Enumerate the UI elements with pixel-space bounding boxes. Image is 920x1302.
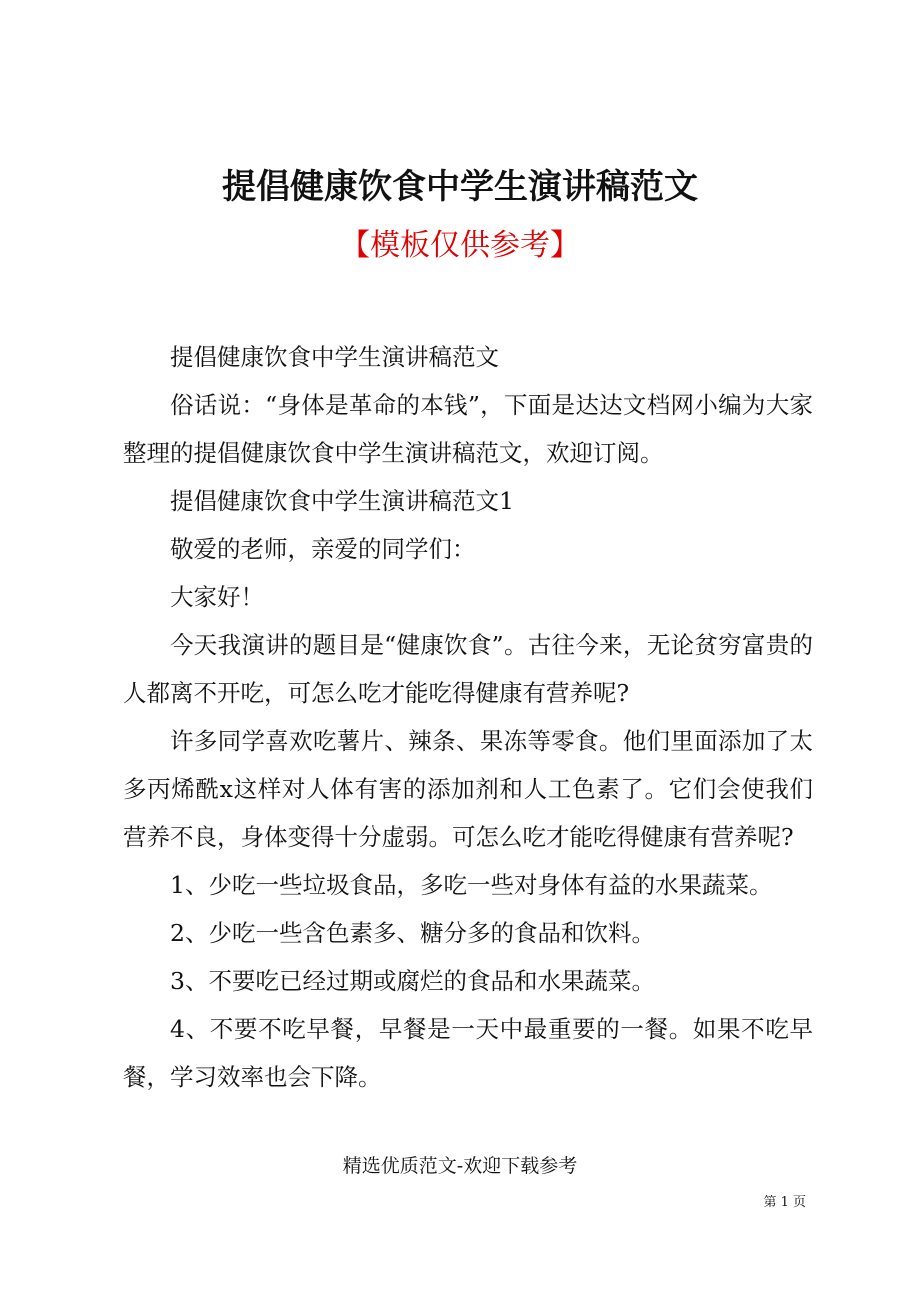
template-notice: 【模板仅供参考】 (340, 228, 580, 263)
page-footer: 精选优质范文-欢迎下载参考 (342, 1155, 578, 1177)
paragraph-point-2: 2、少吃一些含色素多、糖分多的食品和饮料。 (170, 919, 655, 947)
document-body (123, 333, 813, 1101)
paragraph-heading: 提倡健康饮食中学生演讲稿范文 (170, 343, 499, 371)
paragraph-point-1: 1、少吃一些垃圾食品，多吃一些对身体有益的水果蔬菜。 (170, 871, 773, 899)
paragraph-snacks: 许多同学喜欢吃薯片、辣条、果冻等零食。他们里面添加了太多丙烯酰x这样对人体有害的添加剂和人工色素了。它们会使我们营养不良，身体变得十分虚弱。可怎么吃才能吃得健康有营养呢? (123, 727, 813, 851)
paragraph-point-4: 4、不要不吃早餐，早餐是一天中最重要的一餐。如果不吃早餐，学习效率也会下降。 (123, 1015, 813, 1091)
document-title: 提倡健康饮食中学生演讲稿范文 (222, 167, 698, 207)
paragraph-greeting: 大家好！ (170, 583, 264, 611)
paragraph-point-3: 3、不要吃已经过期或腐烂的食品和水果蔬菜。 (170, 967, 655, 995)
paragraph-topic: 今天我演讲的题目是“健康饮食”。古往今来，无论贫穷富贵的人都离不开吃，可怎么吃才能吃得健康有营养呢? (123, 631, 813, 707)
page-number: 第 1 页 (763, 1195, 806, 1210)
paragraph-section-title: 提倡健康饮食中学生演讲稿范文1 (170, 487, 514, 515)
paragraph-intro: 俗话说：“身体是革命的本钱”，下面是达达文档网小编为大家整理的提倡健康饮食中学生演讲稿范文，欢迎订阅。 (123, 391, 813, 467)
paragraph-salutation: 敬爱的老师，亲爱的同学们： (170, 535, 476, 563)
